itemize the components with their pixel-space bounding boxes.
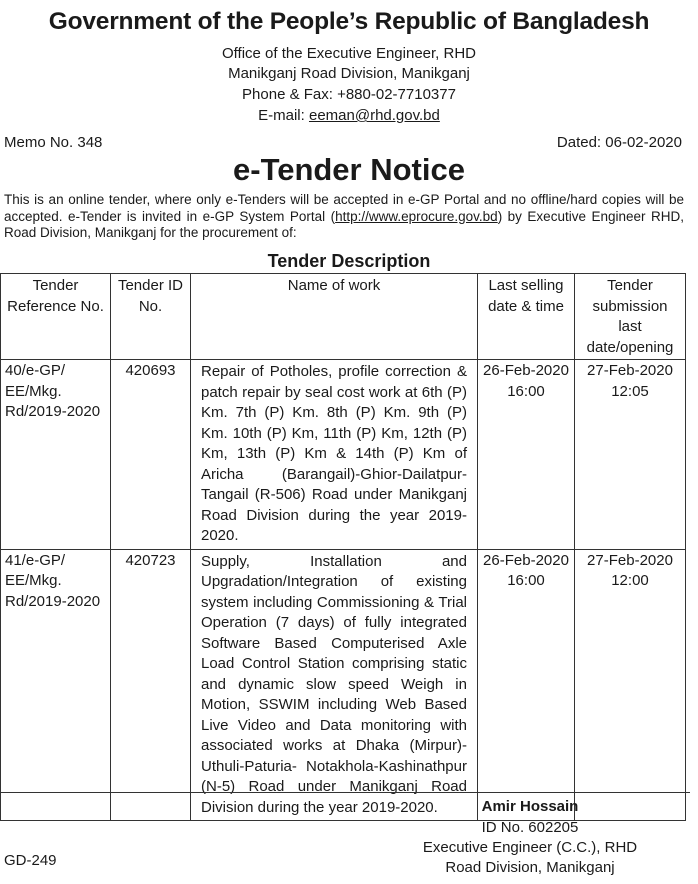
- cell-reference: 41/e-GP/ EE/Mkg. Rd/2019-2020: [1, 549, 111, 821]
- eprocure-link[interactable]: http://www.eprocure.gov.bd: [335, 208, 498, 224]
- office-name: Office of the Executive Engineer, RHD: [221, 45, 477, 62]
- table-row: [1, 549, 686, 821]
- memo-number: Memo No. 348: [4, 134, 103, 151]
- header-reference: Tender Reference No.: [1, 274, 111, 360]
- email-line: [0, 106, 698, 126]
- cell-selling: 26-Feb-2020 16:00: [478, 549, 575, 821]
- intro-paragraph: [4, 192, 684, 242]
- table-header-row: [1, 274, 686, 360]
- signatory-office: Road Division, Manikganj: [445, 859, 615, 876]
- cell-tender-id: 420693: [111, 360, 191, 550]
- cell-reference: 40/e-GP/ EE/Mkg. Rd/2019-2020: [1, 360, 111, 550]
- email-link[interactable]: eeman@rhd.gov.bd: [308, 107, 440, 124]
- intro-part-2: ) by Executive Engineer RHD, Road Division, Manikganj for the procurement of:: [4, 208, 684, 240]
- intro-part-1: This is an online tender, where only e-Tenders will be accepted in e-GP Portal and no offline/hard copies will be accepted. e-Tender is invited in e-GP System Portal (: [4, 192, 684, 224]
- header-id: Tender ID No.: [111, 274, 191, 360]
- gd-code: GD-249: [4, 852, 57, 869]
- cell-work: Supply, Installation and Upgradation/Integration of existing system including Commissioning & Trial Operation (7 days) of fully integrated Software Based Computerised Axle Load Control Station comprising static and dynamic slow speed Weigh in Motion, SSWIM including Web Based Live Video and Data monitoring with associated works at Dhaka (Mirpur)-Uthuli-Paturia- Notakhola-Kashinathpur (N-5) Road under Manikganj Road Division during the year 2019-2020.: [191, 549, 478, 821]
- footer-divider: [0, 792, 690, 793]
- division-name: Manikganj Road Division, Manikganj: [228, 65, 470, 82]
- date-label: Dated: 06-02-2020: [556, 134, 682, 151]
- signatory-id: ID No. 602205: [481, 819, 579, 836]
- tender-table: [0, 273, 686, 821]
- cell-tender-id: 420723: [111, 549, 191, 821]
- header-selling: Last selling date & time: [478, 274, 575, 360]
- table-row: [1, 360, 686, 550]
- notice-title: e-Tender Notice: [233, 152, 465, 187]
- phone-fax: Phone & Fax: +880-02-7710377: [242, 86, 456, 103]
- signatory-designation: Executive Engineer (C.C.), RHD: [422, 839, 638, 856]
- cell-work: Repair of Potholes, profile correction & patch repair by seal cost work at 6th (P) Km. 7th (P) Km. 8th (P) Km. 9th (P) Km. 10th (P) Km, 11th (P) Km, 12th (P) Km, 13th (P) Km & 14th (P) Km of Aricha (Barangail)-Ghior-Dailatpur-Tangail (R-506) Road under Manikganj Road Division during the year 2019-2020.: [191, 360, 478, 550]
- header-submission: Tender submission last date/opening: [575, 274, 686, 360]
- cell-submission: 27-Feb-2020 12:00: [575, 549, 686, 821]
- cell-submission: 27-Feb-2020 12:05: [575, 360, 686, 550]
- signatory-name: Amir Hossain: [481, 798, 579, 815]
- email-prefix: E-mail:: [258, 107, 309, 124]
- government-title: Government of the People’s Republic of Bangladesh: [48, 8, 650, 35]
- cell-selling: 26-Feb-2020 16:00: [478, 360, 575, 550]
- table-title: Tender Description: [267, 251, 431, 271]
- header-work: Name of work: [191, 274, 478, 360]
